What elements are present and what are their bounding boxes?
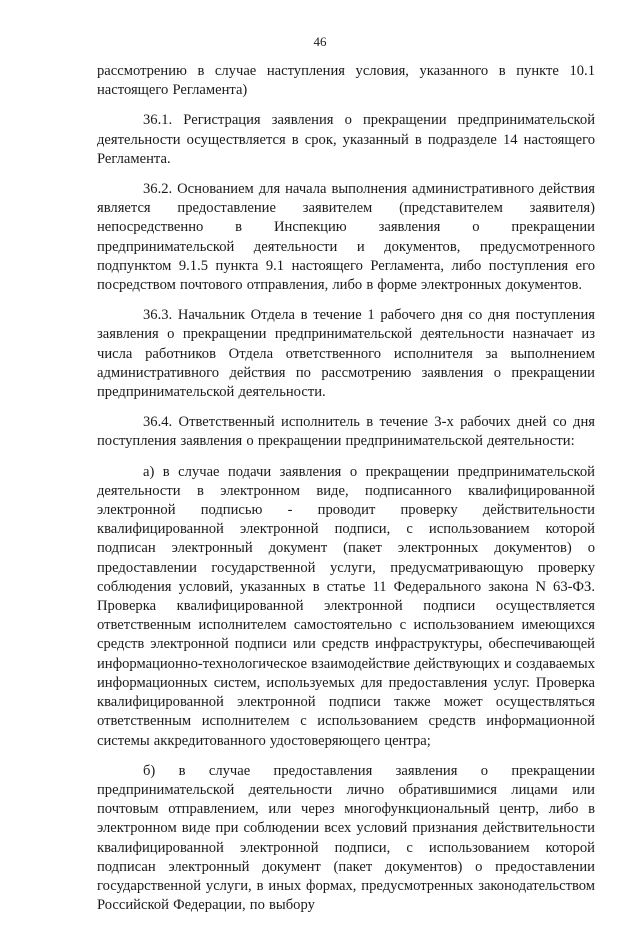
paragraph-36-4-a: а) в случае подачи заявления о прекращении предпринимательской деятельности в электронном виде, подписанного квалифицированной электронной подписью - проводит проверку действительности квалифицированной электронной подписи, с использованием которой подписан электронный документ (пакет электронных документов) о предоставлении государственной услуги, предусматривающую проверку соблюдения условий, указанных в статье 11 Федерального закона N 63-ФЗ. Проверка квалифицированной электронной подписи осуществляется ответственным исполнителем самостоятельно с использованием имеющихся средств электронной подписи или средств инфраструктуры, обеспечивающей информационно-технологическое взаимодействие действующих и создаваемых информационных систем, используемых для предоставления услуг. Проверка квалифицированной электронной подписи также может осуществляться ответственным исполнителем с использованием средств информационной системы аккредитованного удостоверяющего центра; bbox=[97, 463, 595, 749]
paragraph-36-4: 36.4. Ответственный исполнитель в течение 3-х рабочих дней со дня поступления заявления о прекращении предпринимательской деятельности: bbox=[97, 414, 595, 450]
paragraph-36-3: 36.3. Начальник Отдела в течение 1 рабочего дня со дня поступления заявления о прекращении предпринимательской деятельности назначает из числа работников Отдела ответственного исполнителя за выполнением административного действия по рассмотрению заявления о прекращении предпринимательской деятельности. bbox=[97, 307, 595, 401]
paragraph-continuation: рассмотрению в случае наступления условия, указанного в пункте 10.1 настоящего Регламента) bbox=[97, 63, 595, 99]
paragraph-36-2: 36.2. Основанием для начала выполнения административного действия является предоставление заявителем (представителем заявителя) непосредственно в Инспекцию заявления о прекращении предпринимательской деятельности и документов, предусмотренного подпунктом 9.1.5 пункта 9.1 настоящего Регламента, либо поступления его посредством почтового отправления, либо в форме электронных документов. bbox=[97, 181, 595, 294]
paragraph-36-1: 36.1. Регистрация заявления о прекращении предпринимательской деятельности осуществляется в срок, указанный в подразделе 14 настоящего Регламента. bbox=[97, 112, 595, 167]
document-body bbox=[97, 62, 595, 926]
paragraph-36-4-b: б) в случае предоставления заявления о прекращении предпринимательской деятельности лично обратившимися лицами или почтовым отправлением, или через многофункциональный центр, либо в электронном виде при соблюдении всех условий признания действительности квалифицированной электронной подписи, с использованием которой подписан электронный документ (пакет документов) о предоставлении государственной услуги, в иных формах, предусмотренных законодательством Российской Федерации, по выбору bbox=[97, 762, 595, 914]
page-number: 46 bbox=[313, 34, 327, 49]
